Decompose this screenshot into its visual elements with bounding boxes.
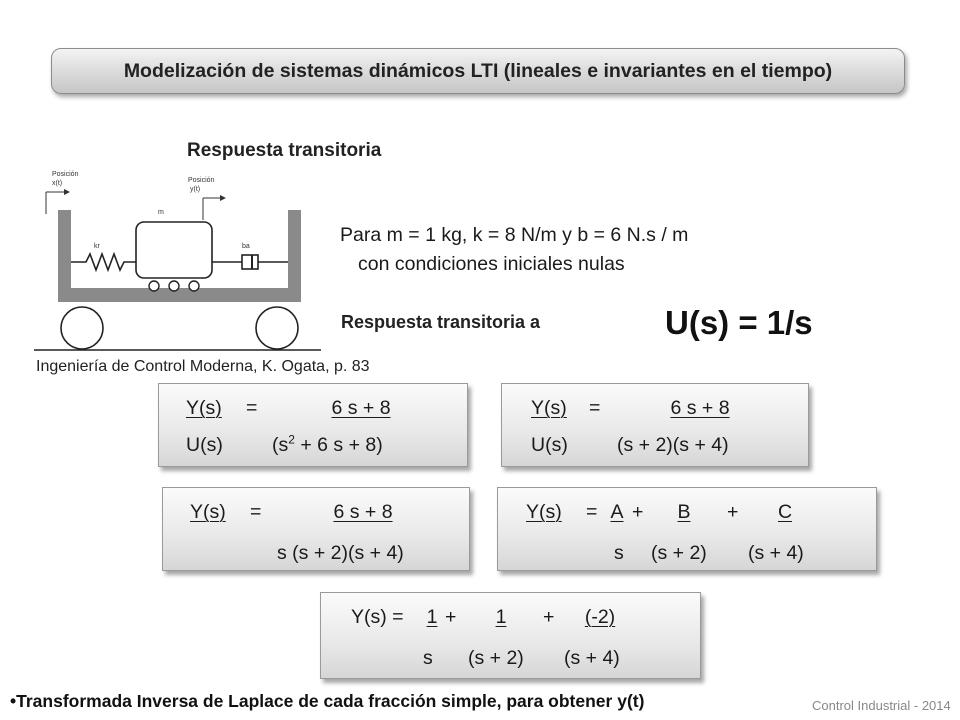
equation-box-4 bbox=[497, 487, 877, 571]
eq2-rhs-den: (s + 2)(s + 4) bbox=[617, 434, 729, 456]
eq4-plus-2: + bbox=[727, 501, 739, 523]
diagram-label-posicion-y: Posición bbox=[188, 177, 215, 184]
equation-box-2 bbox=[501, 383, 809, 467]
equation-box-3 bbox=[162, 487, 470, 571]
bullet-icon: • bbox=[10, 691, 17, 711]
eq4-equals: = bbox=[586, 501, 598, 523]
eq5-den-c: (s + 4) bbox=[564, 647, 620, 669]
diagram-label-ba: ba bbox=[242, 243, 250, 250]
eq4-num-a: A bbox=[610, 501, 624, 523]
eq3-rhs-den: s (s + 2)(s + 4) bbox=[277, 542, 404, 564]
eq3-equals: = bbox=[250, 501, 262, 523]
diagram-label-m: m bbox=[158, 209, 164, 216]
citation: Ingeniería de Control Moderna, K. Ogata, p. 83 bbox=[36, 358, 370, 375]
eq3-rhs-num: 6 s + 8 bbox=[333, 501, 393, 523]
bullet-text: Transformada Inversa de Laplace de cada fracción simple, para obtener y(t) bbox=[16, 691, 645, 711]
eq1-equals: = bbox=[246, 397, 258, 419]
eq5-plus-2: + bbox=[543, 606, 555, 628]
eq5-lhs: Y(s) = bbox=[351, 606, 404, 628]
eq4-den-c: (s + 4) bbox=[748, 542, 804, 564]
eq5-num-a: 1 bbox=[426, 606, 438, 628]
parameters-line2: con condiciones iniciales nulas bbox=[358, 253, 625, 275]
diagram-label-posicion-x: Posición bbox=[52, 171, 79, 178]
eq3-lhs-num: Y(s) bbox=[190, 501, 226, 523]
equation-box-5 bbox=[320, 592, 701, 679]
diagram-label-y: y(t) bbox=[190, 186, 201, 193]
diagram-label-kr: kr bbox=[94, 243, 100, 250]
eq1-rhs-num: 6 s + 8 bbox=[331, 397, 391, 419]
eq4-plus-1: + bbox=[632, 501, 644, 523]
eq4-den-b: (s + 2) bbox=[651, 542, 707, 564]
slide-title bbox=[51, 48, 905, 94]
eq2-lhs-num: Y(s) bbox=[531, 397, 567, 419]
mass-spring-damper-diagram bbox=[30, 170, 325, 352]
eq1-rhs-den: ($s^2 + 6$ s + 8) bbox=[272, 432, 383, 456]
eq2-equals: = bbox=[589, 397, 601, 419]
diagram-label-x: x(t) bbox=[52, 180, 63, 187]
eq2-lhs-den: U(s) bbox=[531, 434, 568, 456]
eq5-plus-1: + bbox=[445, 606, 457, 628]
footer-text: Control Industrial - 2014 bbox=[812, 698, 951, 713]
eq4-num-c: C bbox=[777, 501, 793, 523]
eq2-rhs-num: 6 s + 8 bbox=[670, 397, 730, 419]
eq5-den-b: (s + 2) bbox=[468, 647, 524, 669]
eq5-num-b: 1 bbox=[495, 606, 507, 628]
slide-title-text: Modelización de sistemas dinámicos LTI (lineales e invariantes en el tiempo) bbox=[123, 59, 833, 82]
eq4-num-b: B bbox=[677, 501, 691, 523]
transient-heading: Respuesta transitoria bbox=[187, 140, 382, 161]
response-to-label: Respuesta transitoria a bbox=[341, 312, 541, 332]
eq4-den-a: s bbox=[614, 542, 624, 564]
bullet-item bbox=[10, 691, 644, 712]
input-function: U(s) = 1/s bbox=[665, 304, 813, 341]
eq5-den-a: s bbox=[423, 647, 433, 669]
eq1-lhs-num: Y(s) bbox=[186, 397, 222, 419]
eq1-lhs-den: U(s) bbox=[186, 434, 223, 456]
eq4-lhs-num: Y(s) bbox=[526, 501, 562, 523]
equation-box-1 bbox=[158, 383, 468, 467]
parameters-line1: Para m = 1 kg, k = 8 N/m y b = 6 N.s / m bbox=[340, 224, 689, 246]
eq5-num-c: (-2) bbox=[584, 606, 616, 628]
